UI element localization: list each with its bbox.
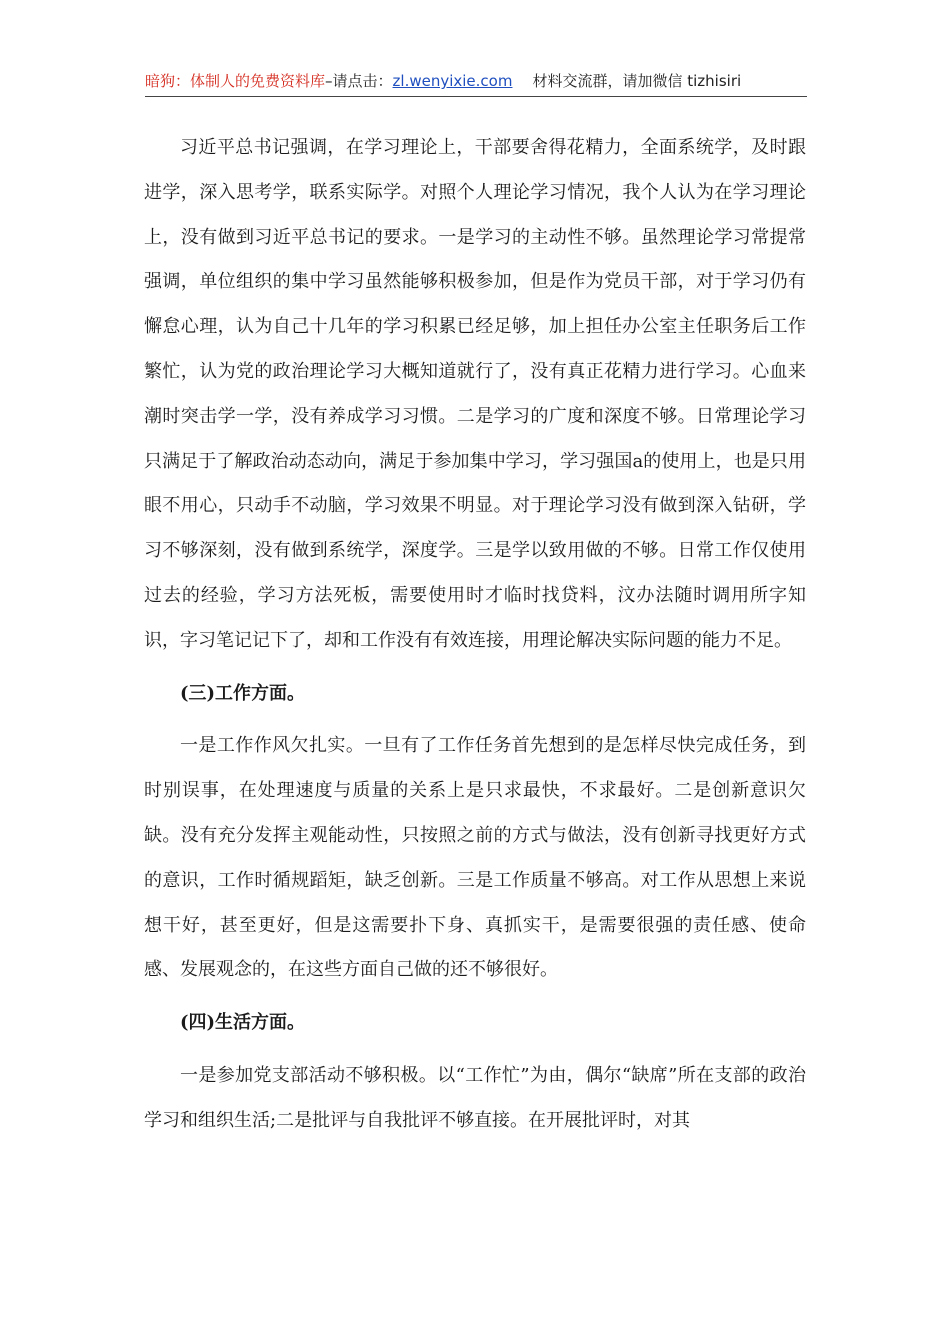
- paragraph-work: 一是工作作风欠扎实。一旦有了工作任务首先想到的是怎样尽快完成任务，到时别误事，在处理速度与质量的关系上是只求最快，不求最好。二是创新意识欠缺。没有充分发挥主观能动性，只按照之前的方式与做法，没有创新寻找更好方式的意识，工作时循规蹈矩，缺乏创新。三是工作质量不够高。对工作从思想上来说想干好，甚至更好，但是这需要扑下身、真抓实干，是需要很强的责任感、使命感、发展观念的，在这些方面自己做的还不够很好。: [144, 735, 806, 981]
- header-brand: 暗狗：体制人的免费资料库: [145, 72, 326, 90]
- header-prompt: –请点击：: [325, 72, 393, 90]
- page-header: [145, 66, 807, 97]
- section-heading-work: (三)工作方面。: [180, 682, 306, 704]
- section-heading-life: (四)生活方面。: [180, 1012, 306, 1034]
- paragraph-life: 一是参加党支部活动不够积极。以“工作忙”为由，偶尔“缺席”所在支部的政治学习和组织生活;二是批评与自我批评不够直接。在开展批评时，对其: [144, 1064, 806, 1131]
- header-link[interactable]: zl.wenyixie.com: [392, 72, 513, 90]
- header-contact: 材料交流群，请加微信 tizhisiri: [532, 72, 742, 90]
- document-body: [144, 126, 806, 1144]
- paragraph-theory-study: 习近平总书记强调，在学习理论上，干部要舍得花精力，全面系统学，及时跟进学，深入思考学，联系实际学。对照个人理论学习情况，我个人认为在学习理论上，没有做到习近平总书记的要求。一是学习的主动性不够。虽然理论学习常提常强调，单位组织的集中学习虽然能够积极参加，但是作为党员干部，对于学习仍有懈怠心理，认为自己十几年的学习积累已经足够，加上担任办公室主任职务后工作繁忙，认为党的政治理论学习大概知道就行了，没有真正花精力进行学习。心血来潮时突击学一学，没有养成学习习惯。二是学习的广度和深度不够。日常理论学习只满足于了解政治动态动向，满足于参加集中学习，学习强国a的使用上，也是只用眼不用心，只动手不动脑，学习效果不明显。对于理论学习没有做到深入钻研，学习不够深刻，没有做到系统学，深度学。三是学以致用做的不够。日常工作仅使用过去的经验，学习方法死板，需要使用时才临时找贷料，汶办法随时调用所字知识，字习笔记记下了，却和工作没有有效连接，用理论解决实际问题的能力不足。: [144, 137, 806, 651]
